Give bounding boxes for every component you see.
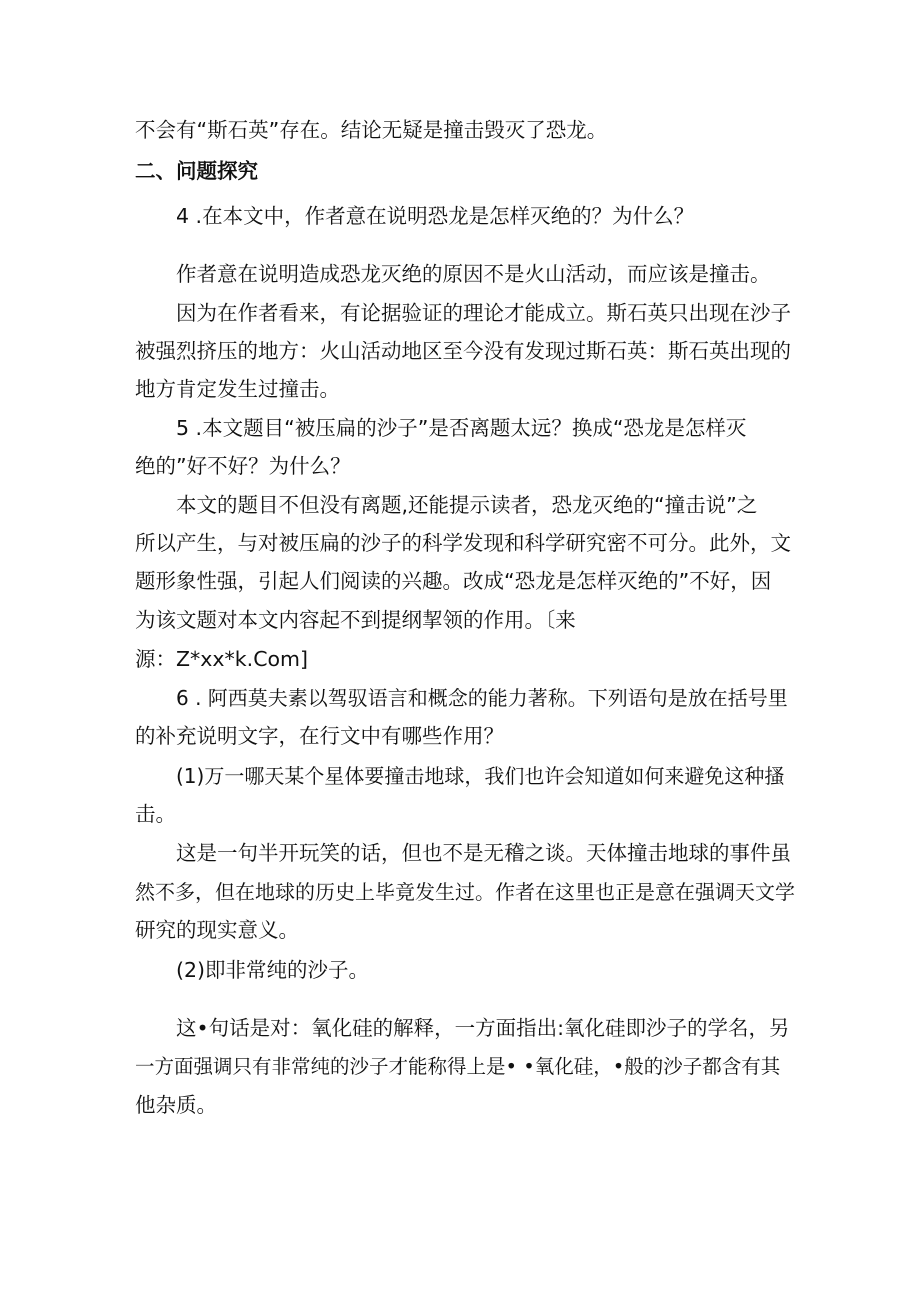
answer-5-line: 所以产生，与对被压扁的沙子的科学发现和科学研究密不可分。此外，文 — [135, 531, 791, 555]
answer-6-1-line: 然不多，但在地球的历史上毕竟发生过。作者在这里也正是意在强调天文学 — [135, 880, 795, 904]
answer-5-line: 本文的题目不但没有离题,还能提示读者，恐龙灭绝的“撞击说”之 — [176, 493, 758, 517]
answer-6-2-line: 一方面强调只有非常纯的沙子才能称得上是• •氧化硅，•般的沙子都含有其 — [135, 1055, 781, 1078]
answer-6-1-line: 这是一句半开玩笑的话，但也不是无稽之谈。天体撞击地球的事件虽 — [176, 841, 791, 865]
answer-4-line: 作者意在说明造成恐龙灭绝的原因不是火山活动，而应该是撞击。 — [176, 262, 771, 286]
text-line: 不会有“斯石英”存在。结论无疑是撞击毁灭了恐龙。 — [135, 118, 608, 142]
question-4: 4 .在本文中，作者意在说明恐龙是怎样灭绝的？为什么？ — [176, 204, 695, 228]
answer-5-line: 题形象性强，引起人们阅读的兴趣。改成“恐龙是怎样灭绝的”不好，因 — [135, 569, 772, 593]
answer-5-line: 为该文题对本文内容起不到提纲挈领的作用。〔来 — [135, 608, 576, 632]
question-5-line: 5 .本文题目“被压扁的沙子”是否离题太远？换成“恐龙是怎样灭 — [176, 416, 747, 440]
answer-4-line: 因为在作者看来，有论据验证的理论才能成立。斯石英只出现在沙子 — [176, 301, 791, 325]
answer-4-line: 地方肯定发生过撞击。 — [135, 377, 340, 401]
answer-6-2-line: 这•句话是对：氧化硅的解释，一方面指出:氧化硅即沙子的学名，另 — [176, 1016, 790, 1040]
quoted-phrase-2: (2)即非常纯的沙子。 — [176, 958, 370, 982]
section-heading: 二、问题探究 — [135, 159, 258, 183]
question-5-line: 绝的”好不好？为什么？ — [135, 454, 351, 478]
question-6-line: 的补充说明文字，在行文中有哪些作用？ — [135, 724, 504, 748]
answer-4-line: 被强烈挤压的地方：火山活动地区至今没有发现过斯石英：斯石英出现的 — [135, 339, 791, 363]
quoted-phrase-1: (1)万一哪天某个星体要撞击地球，我们也许会知道如何来避免这种搔 — [176, 764, 785, 788]
quoted-phrase-1: 击。 — [135, 802, 176, 826]
answer-6-2-line: 他杂质。 — [135, 1093, 217, 1117]
answer-6-1-line: 研究的现实意义。 — [135, 918, 299, 942]
question-6-line: 6 . 阿西莫夫素以驾驭语言和概念的能力著称。下列语句是放在括号里 — [176, 686, 788, 710]
answer-5-line: 源：Z*xx*k.Com] — [135, 647, 309, 671]
